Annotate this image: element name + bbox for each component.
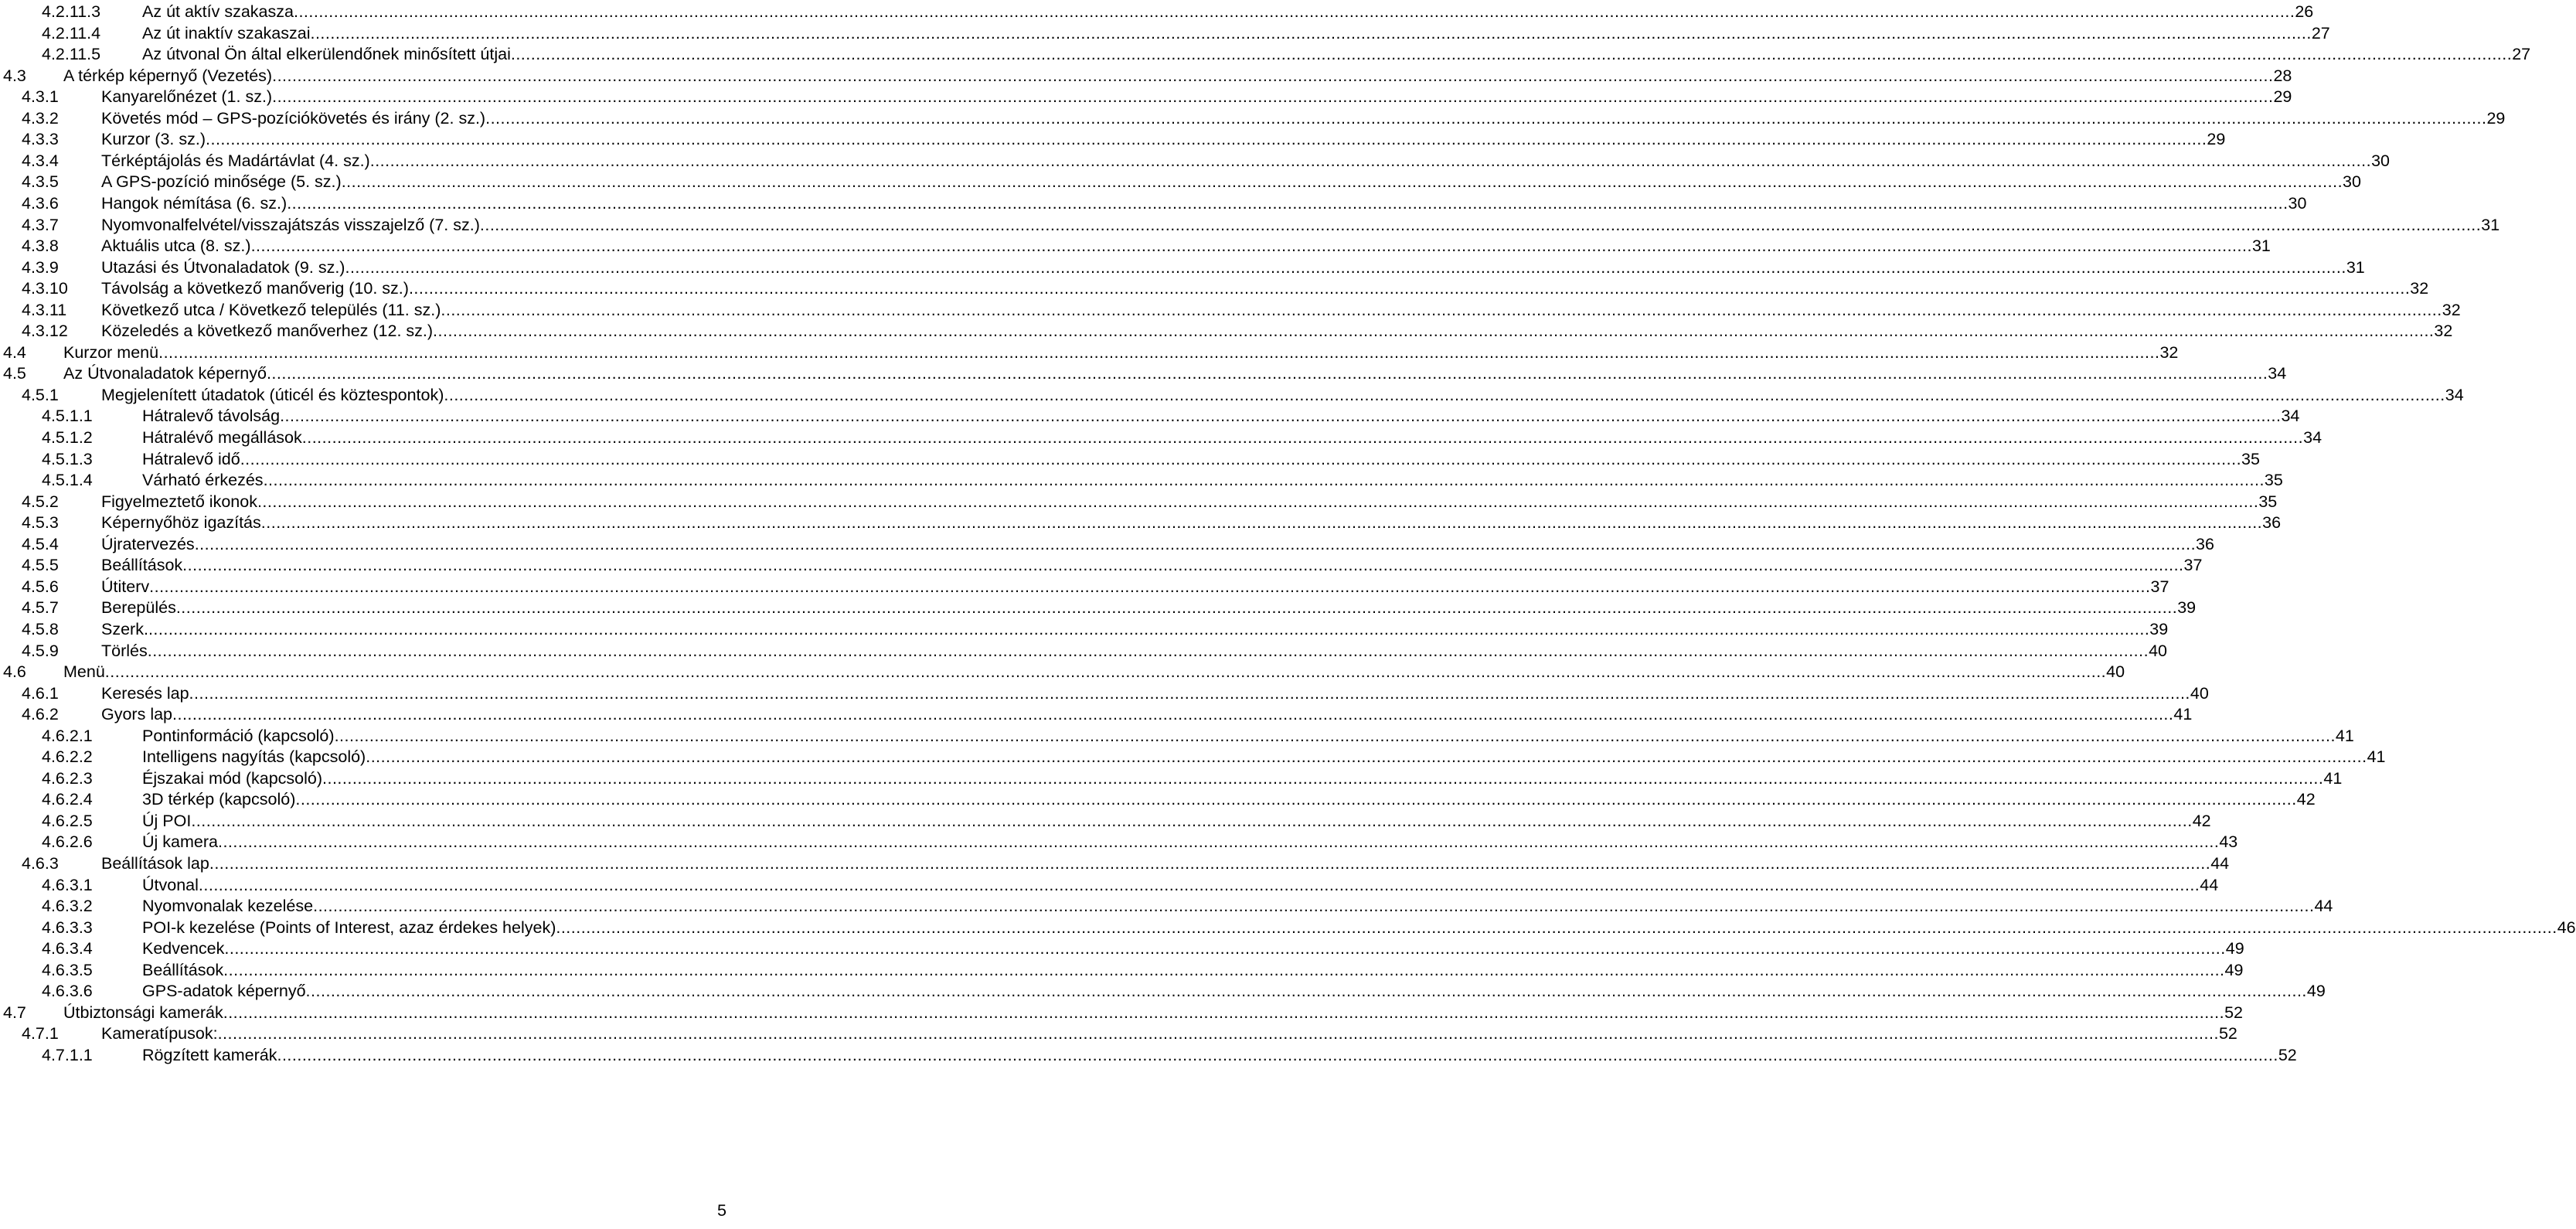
toc-entry[interactable] bbox=[0, 426, 2322, 449]
toc-entry-title: Beállítások bbox=[142, 960, 224, 979]
toc-leader-dots: ................................................................................................................................................................................................................................................................................................................................................................................................................ bbox=[158, 342, 2160, 362]
toc-entry-number: 4.5.7 bbox=[22, 598, 59, 618]
toc-entry-title: Gyors lap bbox=[101, 705, 173, 724]
toc-leader-dots: ................................................................................................................................................................................................................................................................................................................................................................................................................ bbox=[149, 577, 2151, 596]
toc-entry-number: 4.6.2 bbox=[22, 705, 59, 724]
toc-entry-title: Nyomvonalfelvétel/visszajátszás visszajelző (7. sz.) bbox=[101, 215, 480, 234]
toc-entry[interactable] bbox=[0, 809, 2211, 832]
toc-entry[interactable] bbox=[0, 170, 2361, 193]
toc-leader-dots: ................................................................................................................................................................................................................................................................................................................................................................................................................ bbox=[147, 641, 2149, 660]
toc-leader-dots: ................................................................................................................................................................................................................................................................................................................................................................................................................ bbox=[485, 108, 2487, 128]
toc-leader-dots: ................................................................................................................................................................................................................................................................................................................................................................................................................ bbox=[206, 130, 2207, 149]
toc-entry-title: Kedvencek bbox=[142, 939, 225, 958]
toc-entry[interactable] bbox=[0, 256, 2365, 279]
toc-entry-page: 44 bbox=[2210, 854, 2230, 873]
toc-leader-dots: ................................................................................................................................................................................................................................................................................................................................................................................................................ bbox=[272, 66, 2274, 85]
toc-entry-title: Pontinformáció (kapcsoló) bbox=[142, 726, 335, 745]
toc-entry[interactable] bbox=[0, 341, 2179, 364]
toc-entry-number: 4.6.2.3 bbox=[42, 768, 93, 788]
toc-leader-dots: ................................................................................................................................................................................................................................................................................................................................................................................................................ bbox=[479, 215, 2482, 234]
toc-entry-page: 30 bbox=[2343, 172, 2361, 192]
toc-leader-dots: ................................................................................................................................................................................................................................................................................................................................................................................................................ bbox=[510, 45, 2513, 64]
toc-entry-title: POI-k kezelése (Points of Interest, azaz érdekes helyek) bbox=[142, 917, 556, 937]
toc-entry-page: 46 bbox=[2557, 917, 2576, 937]
toc-entry-title: 3D térkép (kapcsoló) bbox=[142, 790, 296, 809]
toc-entry-page: 39 bbox=[2149, 619, 2169, 638]
toc-entry-number: 4.3.11 bbox=[22, 300, 67, 319]
toc-entry[interactable] bbox=[0, 660, 2125, 683]
toc-entry[interactable] bbox=[0, 682, 2209, 705]
toc-entry-number: 4.5.1.3 bbox=[42, 449, 93, 468]
toc-leader-dots: ................................................................................................................................................................................................................................................................................................................................................................................................................ bbox=[257, 492, 2259, 511]
toc-entry[interactable] bbox=[0, 553, 2203, 577]
toc-entry[interactable] bbox=[0, 490, 2278, 513]
toc-entry-page: 36 bbox=[2196, 534, 2214, 553]
toc-entry-page: 52 bbox=[2278, 1045, 2297, 1064]
toc-entry-number: 4.5.1.2 bbox=[42, 428, 93, 447]
toc-entry-title: Kameratípusok: bbox=[101, 1024, 218, 1043]
toc-entry-title: Új kamera bbox=[142, 832, 218, 852]
toc-leader-dots: ................................................................................................................................................................................................................................................................................................................................................................................................................ bbox=[198, 875, 2200, 894]
toc-entry[interactable] bbox=[0, 128, 2226, 151]
toc-entry-page: 44 bbox=[2200, 875, 2219, 894]
toc-entry[interactable] bbox=[0, 958, 2244, 982]
toc-entry-title: Nyomvonalak kezelése bbox=[142, 897, 314, 916]
toc-entry-number: 4.3.3 bbox=[22, 130, 59, 149]
toc-leader-dots: ................................................................................................................................................................................................................................................................................................................................................................................................................ bbox=[250, 237, 2252, 256]
toc-leader-dots: ................................................................................................................................................................................................................................................................................................................................................................................................................ bbox=[366, 747, 2367, 767]
toc-entry-number: 4.6.2.2 bbox=[42, 747, 93, 767]
toc-entry-page: 43 bbox=[2219, 832, 2238, 852]
toc-entry[interactable] bbox=[0, 724, 2354, 747]
toc-entry-title: Intelligens nagyítás (kapcsoló) bbox=[142, 747, 366, 767]
toc-entry[interactable] bbox=[0, 894, 2333, 917]
toc-entry[interactable] bbox=[0, 22, 2330, 45]
toc-entry-page: 44 bbox=[2314, 897, 2333, 916]
toc-entry-number: 4.6.1 bbox=[22, 683, 59, 703]
toc-entry-number: 4.2.11.4 bbox=[42, 23, 101, 43]
page-number: 5 bbox=[717, 1201, 727, 1220]
toc-entry[interactable] bbox=[0, 319, 2453, 342]
toc-entry-title: Utazási és Útvonaladatok (9. sz.) bbox=[101, 257, 345, 277]
toc-entry-title: Az útvonal Ön által elkerülendőnek minősített útjai bbox=[142, 45, 511, 64]
toc-leader-dots: ................................................................................................................................................................................................................................................................................................................................................................................................................ bbox=[191, 811, 2193, 830]
toc-leader-dots: ................................................................................................................................................................................................................................................................................................................................................................................................................ bbox=[172, 705, 2174, 724]
toc-entry[interactable] bbox=[0, 767, 2343, 790]
toc-entry-page: 49 bbox=[2225, 939, 2244, 958]
toc-entry-page: 34 bbox=[2281, 407, 2300, 426]
toc-entry-title: Megjelenített útadatok (úticél és köztespontok) bbox=[101, 385, 444, 404]
toc-entry-number: 4.6 bbox=[3, 662, 26, 682]
toc-entry-number: 4.6.3.1 bbox=[42, 875, 93, 894]
toc-entry-number: 4.6.2.6 bbox=[42, 832, 93, 852]
toc-entry-title: Az út aktív szakasza bbox=[142, 2, 294, 21]
toc-entry-page: 41 bbox=[2335, 726, 2354, 745]
toc-entry-number: 4.5.4 bbox=[22, 534, 59, 553]
toc-entry-number: 4.7.1 bbox=[22, 1024, 59, 1043]
toc-entry-number: 4.5.5 bbox=[22, 556, 59, 575]
toc-entry[interactable] bbox=[0, 0, 2314, 23]
toc-entry-page: 37 bbox=[2183, 556, 2203, 575]
toc-entry-title: Várható érkezés bbox=[142, 471, 264, 490]
toc-entry-page: 26 bbox=[2295, 2, 2314, 21]
toc-entry-title: GPS-adatok képernyő bbox=[142, 982, 306, 1001]
toc-leader-dots: ................................................................................................................................................................................................................................................................................................................................................................................................................ bbox=[182, 556, 2184, 575]
toc-entry[interactable] bbox=[0, 937, 2244, 960]
toc-entry-number: 4.2.11.5 bbox=[42, 45, 101, 64]
toc-entry[interactable] bbox=[0, 1001, 2244, 1024]
toc-leader-dots: ................................................................................................................................................................................................................................................................................................................................................................................................................ bbox=[287, 193, 2288, 213]
toc-entry[interactable] bbox=[0, 404, 2300, 427]
toc-entry-page: 41 bbox=[2173, 705, 2193, 724]
toc-entry-page: 49 bbox=[2306, 982, 2326, 1001]
toc-entry-title: Kurzor (3. sz.) bbox=[101, 130, 206, 149]
toc-leader-dots: ................................................................................................................................................................................................................................................................................................................................................................................................................ bbox=[334, 726, 2336, 745]
toc-entry-number: 4.5.2 bbox=[22, 492, 59, 511]
toc-leader-dots: ................................................................................................................................................................................................................................................................................................................................................................................................................ bbox=[209, 854, 2211, 873]
toc-leader-dots: ................................................................................................................................................................................................................................................................................................................................................................................................................ bbox=[148, 619, 2150, 638]
toc-leader-dots: ................................................................................................................................................................................................................................................................................................................................................................................................................ bbox=[322, 768, 2324, 788]
toc-entry-number: 4.4 bbox=[3, 342, 26, 362]
toc-entry[interactable] bbox=[0, 533, 2214, 556]
toc-entry-page: 29 bbox=[2273, 87, 2292, 107]
toc-leader-dots: ................................................................................................................................................................................................................................................................................................................................................................................................................ bbox=[223, 960, 2225, 979]
toc-entry-page: 27 bbox=[2311, 23, 2330, 43]
toc-entry[interactable] bbox=[0, 107, 2506, 130]
toc-leader-dots: ................................................................................................................................................................................................................................................................................................................................................................................................................ bbox=[217, 832, 2220, 852]
toc-leader-dots: ................................................................................................................................................................................................................................................................................................................................................................................................................ bbox=[194, 534, 2197, 553]
toc-entry-page: 28 bbox=[2273, 66, 2292, 85]
toc-entry-title: Kanyarelőnézet (1. sz.) bbox=[101, 87, 273, 107]
toc-entry-number: 4.5.1 bbox=[22, 385, 59, 404]
toc-entry-page: 27 bbox=[2512, 45, 2531, 64]
toc-entry-page: 34 bbox=[2445, 385, 2464, 404]
toc-entry-page: 32 bbox=[2410, 279, 2429, 298]
toc-entry-title: A térkép képernyő (Vezetés) bbox=[63, 66, 273, 85]
toc-entry-number: 4.2.11.3 bbox=[42, 2, 101, 21]
toc-leader-dots: ................................................................................................................................................................................................................................................................................................................................................................................................................ bbox=[444, 385, 2445, 404]
toc-entry[interactable] bbox=[0, 64, 2292, 87]
toc-leader-dots: ................................................................................................................................................................................................................................................................................................................................................................................................................ bbox=[104, 662, 2107, 682]
toc-entry-number: 4.5.3 bbox=[22, 513, 59, 533]
toc-entry-page: 31 bbox=[2346, 257, 2365, 277]
toc-entry[interactable] bbox=[0, 213, 2500, 237]
toc-entry-page: 49 bbox=[2224, 960, 2244, 979]
toc-entry-number: 4.6.3 bbox=[22, 854, 59, 873]
toc-entry-number: 4.6.3.3 bbox=[42, 917, 93, 937]
toc-leader-dots: ................................................................................................................................................................................................................................................................................................................................................................................................................ bbox=[272, 87, 2274, 107]
toc-entry-page: 32 bbox=[2434, 322, 2453, 341]
toc-entry-title: Figyelmeztető ikonok bbox=[101, 492, 257, 511]
toc-entry[interactable] bbox=[0, 448, 2260, 471]
toc-entry-title: Szerk. bbox=[101, 619, 148, 638]
toc-entry-page: 41 bbox=[2367, 747, 2386, 767]
toc-leader-dots: ................................................................................................................................................................................................................................................................................................................................................................................................................ bbox=[260, 513, 2263, 533]
toc-entry-title: Hátralevő távolság bbox=[142, 407, 281, 426]
toc-entry[interactable] bbox=[0, 873, 2219, 897]
toc-entry-number: 4.3.10 bbox=[22, 279, 68, 298]
toc-entry-title: Újratervezés bbox=[101, 534, 195, 553]
toc-entry[interactable] bbox=[0, 596, 2197, 619]
toc-entry-page: 42 bbox=[2296, 790, 2316, 809]
toc-entry-number: 4.5.8 bbox=[22, 619, 59, 638]
toc-entry-page: 29 bbox=[2207, 130, 2226, 149]
toc-entry-title: Útiterv bbox=[101, 577, 150, 596]
toc-entry[interactable] bbox=[0, 639, 2168, 662]
toc-entry-page: 40 bbox=[2106, 662, 2125, 682]
toc-entry-title: Hangok némítása (6. sz.) bbox=[101, 193, 288, 213]
toc-leader-dots: ................................................................................................................................................................................................................................................................................................................................................................................................................ bbox=[277, 1045, 2278, 1064]
toc-entry[interactable] bbox=[0, 618, 2169, 641]
toc-entry[interactable] bbox=[0, 234, 2271, 257]
toc-entry-title: Törlés bbox=[101, 641, 148, 660]
toc-entry-number: 4.7.1.1 bbox=[42, 1045, 93, 1064]
toc-leader-dots: ................................................................................................................................................................................................................................................................................................................................................................................................................ bbox=[433, 322, 2435, 341]
toc-entry[interactable] bbox=[0, 511, 2282, 534]
toc-entry[interactable] bbox=[0, 468, 2283, 492]
toc-leader-dots: ................................................................................................................................................................................................................................................................................................................................................................................................................ bbox=[345, 257, 2346, 277]
toc-leader-dots: ................................................................................................................................................................................................................................................................................................................................................................................................................ bbox=[223, 1003, 2225, 1022]
toc-entry-page: 31 bbox=[2481, 215, 2500, 234]
toc-entry[interactable] bbox=[0, 277, 2429, 300]
toc-leader-dots: ................................................................................................................................................................................................................................................................................................................................................................................................................ bbox=[266, 364, 2268, 383]
toc-entry[interactable] bbox=[0, 192, 2307, 215]
toc-entry-title: Beállítások lap bbox=[101, 854, 209, 873]
toc-entry-number: 4.6.2.4 bbox=[42, 790, 93, 809]
toc-entry-number: 4.3.4 bbox=[22, 151, 59, 170]
toc-entry-title: Útbiztonsági kamerák bbox=[63, 1003, 223, 1022]
toc-entry-number: 4.6.2.5 bbox=[42, 811, 93, 830]
toc-entry[interactable] bbox=[0, 852, 2230, 875]
toc-entry-number: 4.6.3.4 bbox=[42, 939, 93, 958]
toc-leader-dots: ................................................................................................................................................................................................................................................................................................................................................................................................................ bbox=[295, 790, 2297, 809]
toc-leader-dots: ................................................................................................................................................................................................................................................................................................................................................................................................................ bbox=[240, 449, 2242, 468]
toc-entry[interactable] bbox=[0, 979, 2326, 1003]
toc-entry[interactable] bbox=[0, 362, 2287, 385]
toc-entry-title: Képernyőhöz igazítás bbox=[101, 513, 261, 533]
toc-entry-title: Éjszakai mód (kapcsoló) bbox=[142, 768, 323, 788]
toc-entry-page: 36 bbox=[2262, 513, 2282, 533]
toc-entry-number: 4.3.9 bbox=[22, 257, 59, 277]
toc-entry-title: Kurzor menü bbox=[63, 342, 159, 362]
toc-entry-number: 4.3.6 bbox=[22, 193, 59, 213]
toc-entry-title: Térképtájolás és Madártávlat (4. sz.) bbox=[101, 151, 370, 170]
toc-entry-title: Beállítások bbox=[101, 556, 183, 575]
toc-leader-dots: ................................................................................................................................................................................................................................................................................................................................................................................................................ bbox=[280, 407, 2282, 426]
toc-entry-number: 4.6.2.1 bbox=[42, 726, 93, 745]
toc-entry-page: 52 bbox=[2224, 1003, 2244, 1022]
toc-entry-page: 40 bbox=[2190, 683, 2209, 703]
toc-entry-title: A GPS-pozíció minősége (5. sz.) bbox=[101, 172, 342, 192]
toc-entry[interactable] bbox=[0, 745, 2386, 768]
toc-entry-number: 4.5.9 bbox=[22, 641, 59, 660]
toc-leader-dots: ................................................................................................................................................................................................................................................................................................................................................................................................................ bbox=[408, 279, 2411, 298]
toc-entry-title: Új POI bbox=[142, 811, 192, 830]
toc-entry-page: 30 bbox=[2288, 193, 2307, 213]
toc-entry-number: 4.5.1.1 bbox=[42, 407, 93, 426]
toc-entry[interactable] bbox=[0, 575, 2169, 598]
toc-entry[interactable] bbox=[0, 703, 2193, 726]
toc-entry-page: 40 bbox=[2149, 641, 2168, 660]
toc-entry-page: 32 bbox=[2442, 300, 2461, 319]
toc-leader-dots: ................................................................................................................................................................................................................................................................................................................................................................................................................ bbox=[293, 2, 2295, 21]
toc-entry[interactable] bbox=[0, 1043, 2297, 1067]
toc-leader-dots: ................................................................................................................................................................................................................................................................................................................................................................................................................ bbox=[189, 683, 2190, 703]
toc-entry-number: 4.7 bbox=[3, 1003, 26, 1022]
toc-leader-dots: ................................................................................................................................................................................................................................................................................................................................................................................................................ bbox=[175, 598, 2178, 618]
toc-entry-title: Követés mód – GPS-pozíciókövetés és irány (2. sz.) bbox=[101, 108, 486, 128]
toc-leader-dots: ................................................................................................................................................................................................................................................................................................................................................................................................................ bbox=[310, 23, 2312, 43]
toc-entry[interactable] bbox=[0, 149, 2390, 172]
toc-leader-dots: ................................................................................................................................................................................................................................................................................................................................................................................................................ bbox=[556, 917, 2557, 937]
toc-leader-dots: ................................................................................................................................................................................................................................................................................................................................................................................................................ bbox=[305, 982, 2307, 1001]
toc-entry[interactable] bbox=[0, 788, 2316, 811]
toc-entry-number: 4.6.3.6 bbox=[42, 982, 93, 1001]
toc-entry[interactable] bbox=[0, 1022, 2237, 1045]
toc-entry[interactable] bbox=[0, 916, 2576, 939]
toc-entry-page: 42 bbox=[2192, 811, 2211, 830]
toc-entry-number: 4.3.8 bbox=[22, 237, 59, 256]
toc-entry-page: 35 bbox=[2264, 471, 2283, 490]
toc-leader-dots: ................................................................................................................................................................................................................................................................................................................................................................................................................ bbox=[263, 471, 2265, 490]
toc-entry[interactable] bbox=[0, 85, 2292, 108]
toc-leader-dots: ................................................................................................................................................................................................................................................................................................................................................................................................................ bbox=[369, 151, 2372, 170]
toc-entry-number: 4.5.1.4 bbox=[42, 471, 93, 490]
toc-entry-page: 41 bbox=[2323, 768, 2343, 788]
toc-entry-title: Menü bbox=[63, 662, 105, 682]
toc-entry[interactable] bbox=[0, 298, 2461, 322]
toc-entry-page: 30 bbox=[2371, 151, 2390, 170]
toc-entry-number: 4.3.2 bbox=[22, 108, 59, 128]
toc-entry[interactable] bbox=[0, 830, 2238, 853]
toc-entry-page: 29 bbox=[2486, 108, 2506, 128]
toc-entry-page: 34 bbox=[2268, 364, 2287, 383]
toc-leader-dots: ................................................................................................................................................................................................................................................................................................................................................................................................................ bbox=[341, 172, 2343, 192]
toc-entry-title: Keresés lap bbox=[101, 683, 189, 703]
toc-leader-dots: ................................................................................................................................................................................................................................................................................................................................................................................................................ bbox=[224, 939, 2226, 958]
toc-entry-title: Az Útvonaladatok képernyő bbox=[63, 364, 267, 383]
toc-entry-number: 4.6.3.5 bbox=[42, 960, 93, 979]
toc-entry-page: 34 bbox=[2303, 428, 2322, 447]
toc-entry-page: 52 bbox=[2218, 1024, 2237, 1043]
toc-entry-title: Közeledés a következő manőverhez (12. sz.) bbox=[101, 322, 434, 341]
toc-leader-dots: ................................................................................................................................................................................................................................................................................................................................................................................................................ bbox=[217, 1024, 2219, 1043]
toc-leader-dots: ................................................................................................................................................................................................................................................................................................................................................................................................................ bbox=[313, 897, 2315, 916]
toc-entry-number: 4.3.1 bbox=[22, 87, 59, 107]
toc-entry-title: Rögzített kamerák bbox=[142, 1045, 277, 1064]
toc-entry-title: Távolság a következő manőverig (10. sz.) bbox=[101, 279, 409, 298]
toc-entry-title: Hátralevő idő bbox=[142, 449, 240, 468]
toc-entry-page: 31 bbox=[2251, 237, 2271, 256]
toc-entry-number: 4.6.3.2 bbox=[42, 897, 93, 916]
toc-entry-title: Aktuális utca (8. sz.) bbox=[101, 237, 251, 256]
toc-leader-dots: ................................................................................................................................................................................................................................................................................................................................................................................................................ bbox=[301, 428, 2304, 447]
toc-entry-title: Következő utca / Következő település (11. sz.) bbox=[101, 300, 441, 319]
toc-entry-number: 4.5 bbox=[3, 364, 26, 383]
toc-entry-page: 32 bbox=[2159, 342, 2179, 362]
toc-entry[interactable] bbox=[0, 43, 2531, 66]
toc-entry-number: 4.3 bbox=[3, 66, 26, 85]
toc-entry-page: 39 bbox=[2177, 598, 2197, 618]
toc-entry-page: 37 bbox=[2150, 577, 2169, 596]
toc-entry[interactable] bbox=[0, 383, 2464, 407]
toc-leader-dots: ................................................................................................................................................................................................................................................................................................................................................................................................................ bbox=[441, 300, 2442, 319]
toc-entry-number: 4.3.12 bbox=[22, 322, 68, 341]
toc-entry-number: 4.3.5 bbox=[22, 172, 59, 192]
toc-entry-page: 35 bbox=[2258, 492, 2278, 511]
toc-entry-page: 35 bbox=[2241, 449, 2260, 468]
toc-entry-number: 4.3.7 bbox=[22, 215, 59, 234]
toc-entry-title: Útvonal bbox=[142, 875, 199, 894]
toc-entry-number: 4.5.6 bbox=[22, 577, 59, 596]
toc-entry-title: Az út inaktív szakaszai bbox=[142, 23, 311, 43]
toc-entry-title: Berepülés bbox=[101, 598, 176, 618]
toc-entry-title: Hátralévő megállások bbox=[142, 428, 302, 447]
